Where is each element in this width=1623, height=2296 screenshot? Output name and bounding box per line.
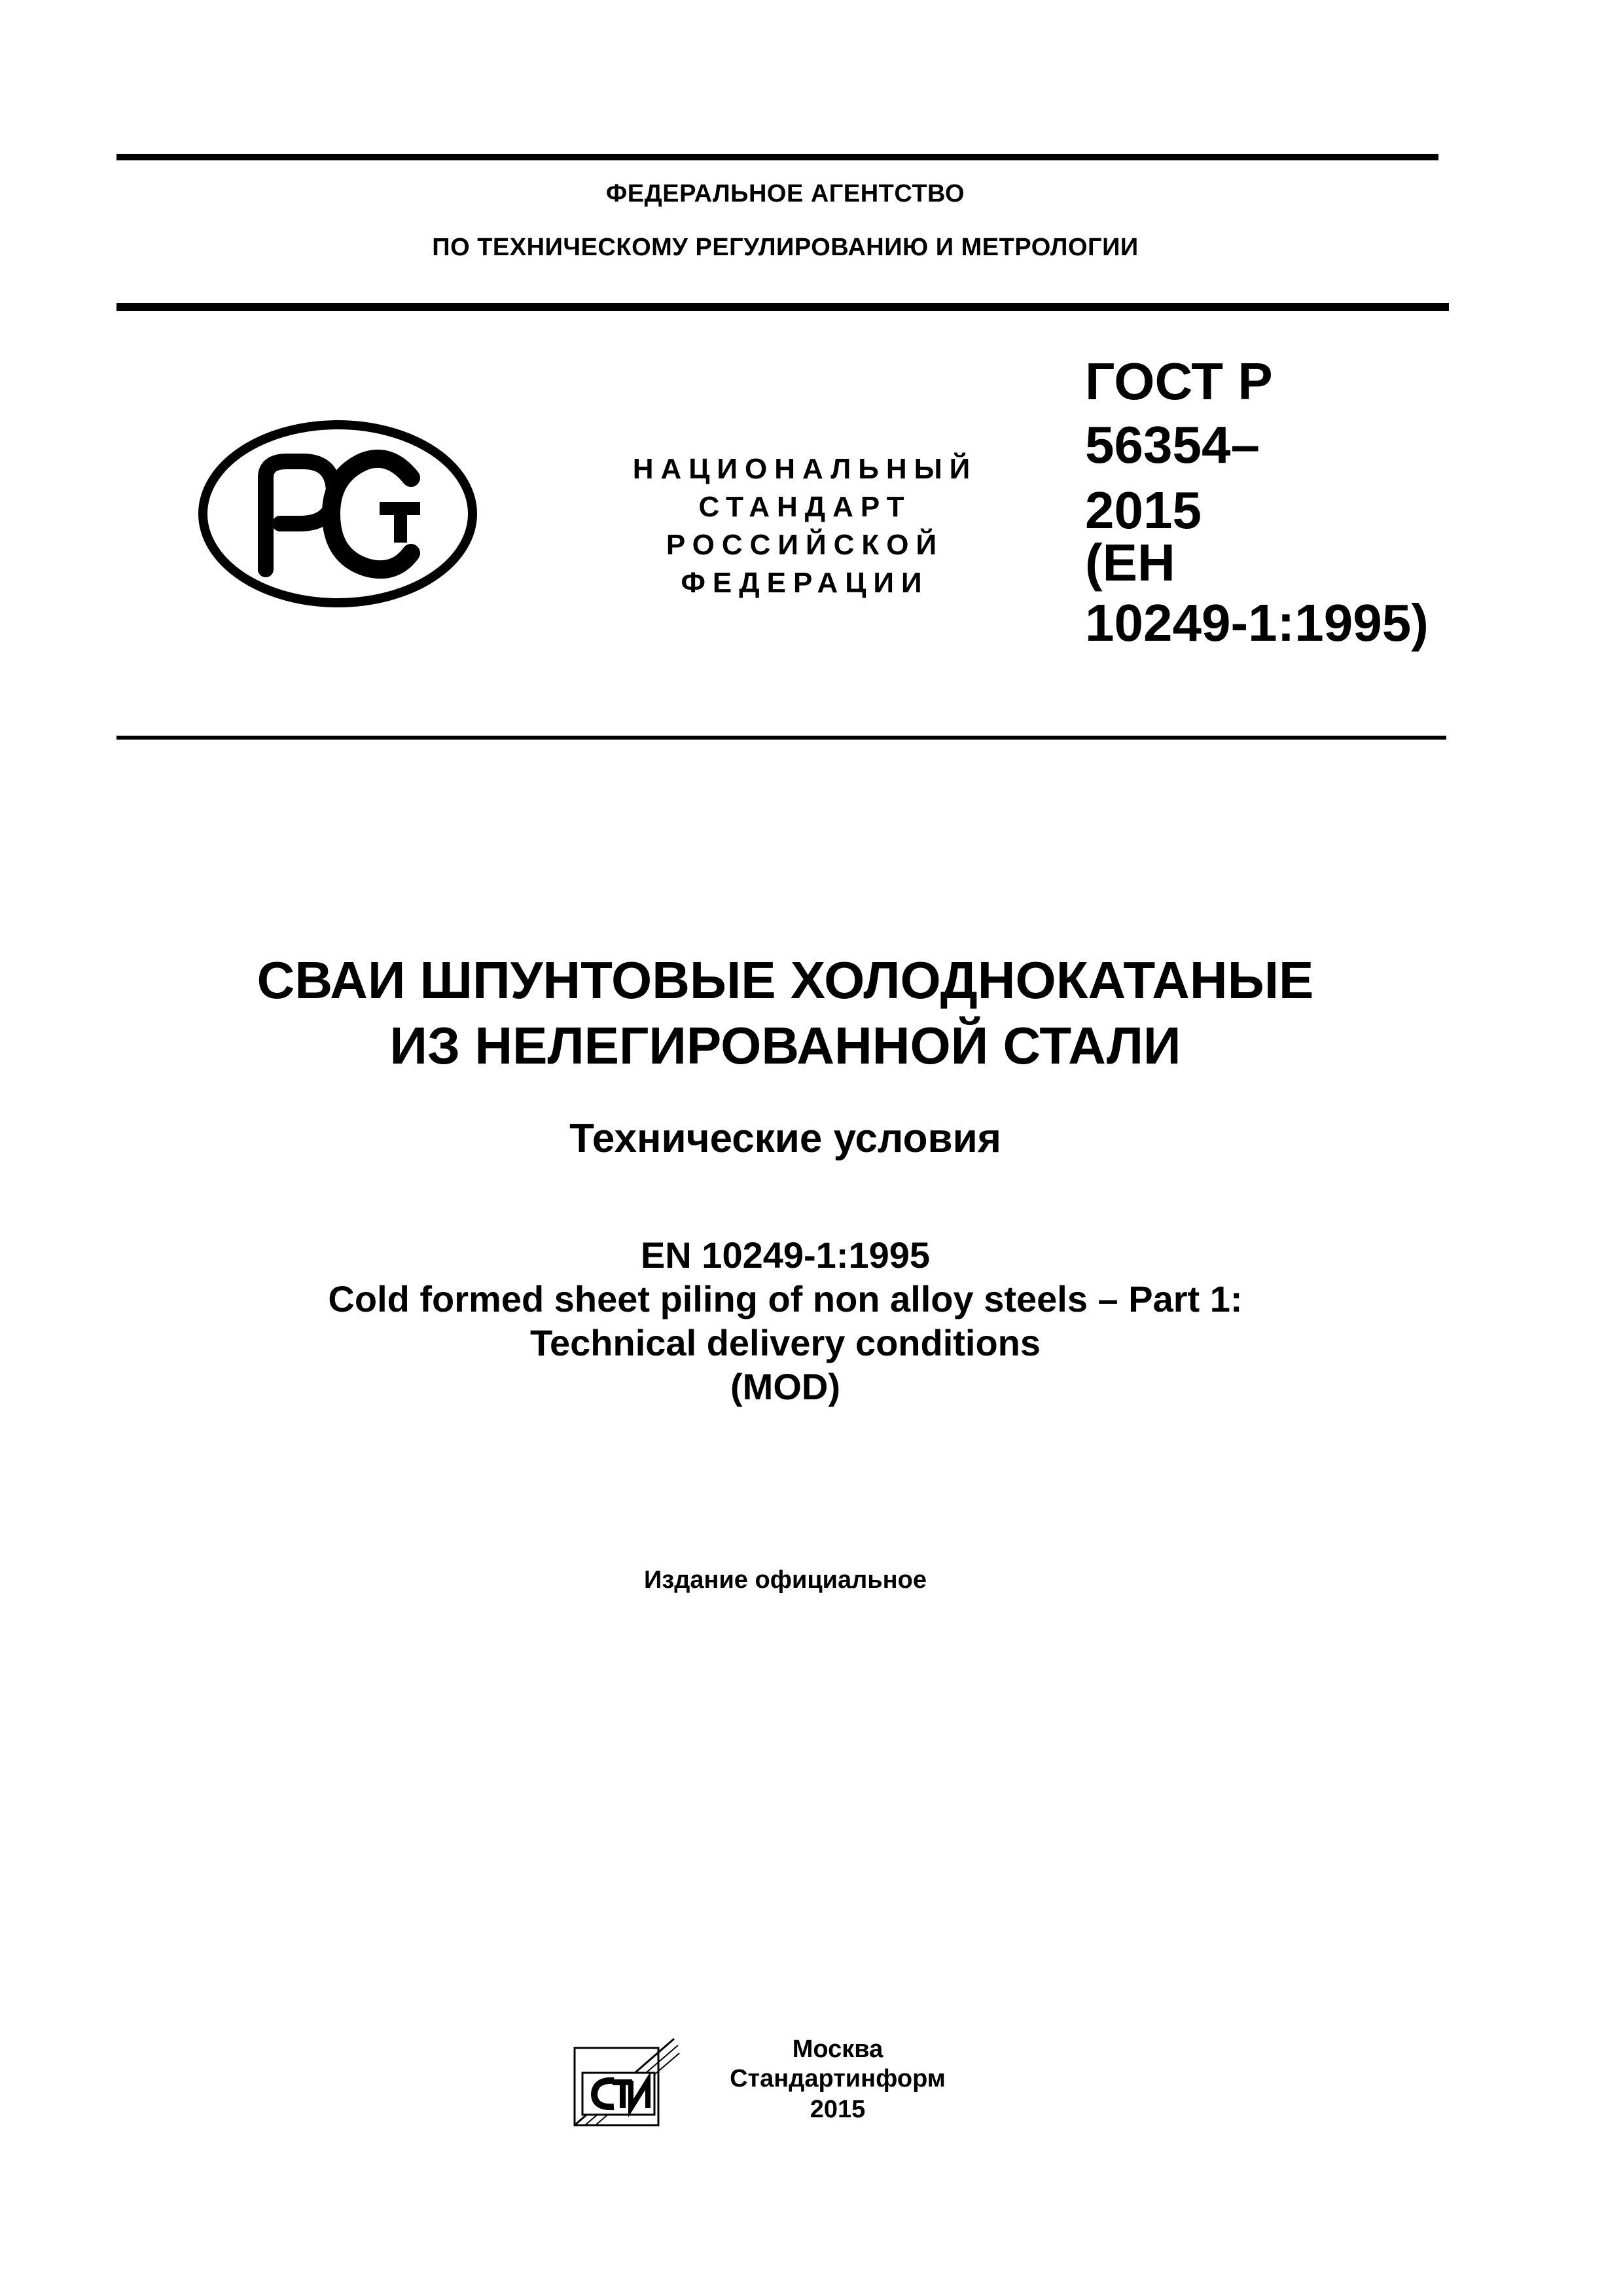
rst-logo-icon xyxy=(195,416,483,612)
designation-line2: 56354– xyxy=(1085,416,1260,474)
standartinform-logo-icon xyxy=(569,2039,681,2130)
harmonization-degree: (MOD) xyxy=(730,1366,840,1407)
designation-bottom-rule xyxy=(116,736,1446,740)
standard-type-line2: СТАНДАРТ xyxy=(698,491,912,523)
agency-name-line2: ПО ТЕХНИЧЕСКОМУ РЕГУЛИРОВАНИЮ И МЕТРОЛОГИИ xyxy=(432,234,1139,261)
standard-type-line4: ФЕДЕРАЦИИ xyxy=(681,567,929,599)
document-title-line1: СВАИ ШПУНТОВЫЕ ХОЛОДНОКАТАНЫЕ xyxy=(257,951,1314,1009)
international-title-line2: Technical delivery conditions xyxy=(529,1322,1041,1363)
standard-type-line3: РОССИЙСКОЙ xyxy=(666,529,944,561)
top-rule xyxy=(116,154,1438,160)
designation-line1: ГОСТ Р xyxy=(1085,352,1273,410)
edition-label: Издание официальное xyxy=(644,1566,927,1594)
document-subtitle: Технические условия xyxy=(569,1116,1001,1161)
standard-type-line1: НАЦИОНАЛЬНЫЙ xyxy=(632,453,978,485)
international-title-line1: Cold formed sheet piling of non alloy steels – Part 1: xyxy=(328,1278,1243,1319)
publisher-name: Стандартинформ xyxy=(730,2065,946,2092)
designation-line3: 2015 xyxy=(1085,481,1202,539)
international-standard-code: EN 10249-1:1995 xyxy=(640,1234,931,1276)
publisher-city: Москва xyxy=(792,2036,883,2063)
designation-line4: (ЕН xyxy=(1085,533,1175,592)
header-bottom-rule xyxy=(116,303,1449,311)
designation-line5: 10249-1:1995) xyxy=(1085,594,1429,652)
publisher-year: 2015 xyxy=(810,2096,866,2123)
agency-name-line1: ФЕДЕРАЛЬНОЕ АГЕНТСТВО xyxy=(605,180,965,207)
document-title-line2: ИЗ НЕЛЕГИРОВАННОЙ СТАЛИ xyxy=(389,1016,1181,1075)
